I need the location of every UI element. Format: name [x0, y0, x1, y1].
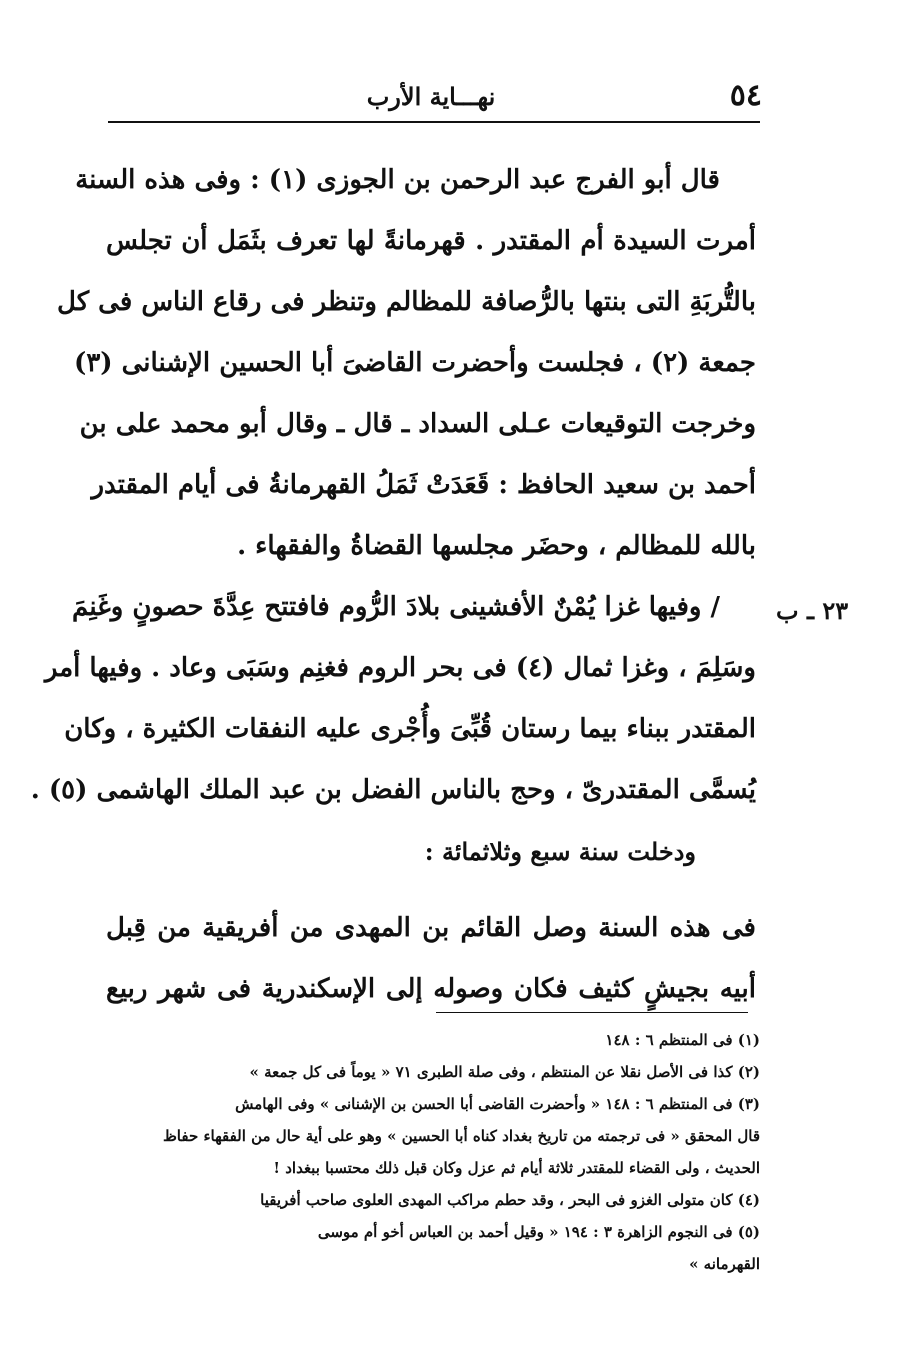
text-line: بالله للمظالم ، وحضَر مجلسها القضاةُ والفقهاء . — [237, 531, 756, 561]
text-line: أحمد بن سعيد الحافظ : قَعَدَتْ ثَمَلُ القهرمانةُ فى أيام المقتدر — [91, 470, 756, 500]
text-line: قال أبو الفرج عبد الرحمن بن الجوزى (١) : وفى هذه السنة — [75, 165, 720, 195]
page-header — [100, 78, 762, 124]
footnote-2: (٢) كذا فى الأصل نقلا عن المنتظم ، وفى صلة الطبرى ٧١ « يوماً فى كل جمعة » — [249, 1063, 760, 1081]
text-line: يُسمَّى المقتدرىّ ، وحج بالناس الفضل بن عبد الملك الهاشمى (٥) . — [30, 775, 756, 805]
text-line: وخرجت التوقيعات عـلى السداد ـ قال ـ وقال أبو محمد على بن — [79, 409, 756, 439]
text-line: / وفيها غزا يُمْنٌ الأفشينى بلادَ الرُّوم فافتتح عِدَّةَ حصونٍ وغَنِمَ — [72, 592, 720, 622]
text-line: جمعة (٢) ، فجلست وأحضرت القاضىَ أبا الحسين الإشنانى (٣) — [74, 348, 756, 378]
footnote-5-cont: القهرمانه » — [689, 1255, 760, 1273]
margin-folio-note: ٢٣ ـ ب — [776, 596, 849, 625]
footnote-4: (٤) كان متولى الغزو فى البحر ، وقد حطم مراكب المهدى العلوى صاحب أفريقيا — [260, 1191, 760, 1209]
header-divider — [108, 121, 760, 123]
main-text — [30, 150, 756, 1020]
footnote-3-cont: قال المحقق « فى ترجمته من تاريخ بغداد كناه أبا الحسين » وهو على أية حال من الفقهاء حفاظ — [162, 1127, 760, 1145]
footnote-5: (٥) فى النجوم الزاهرة ٣ : ١٩٤ « وقيل أحمد بن العباس أخو أم موسى — [317, 1223, 760, 1241]
footnote-1: (١) فى المنتظم ٦ : ١٤٨ — [605, 1031, 760, 1049]
text-line: المقتدر ببناء بيما رستان قُبِّىَ وأُجْرى عليه النفقات الكثيرة ، وكان — [64, 714, 756, 744]
text-line: وسَلِمَ ، وغزا ثمال (٤) فى بحر الروم فغنِم وسَبَى وعاد . وفيها أمر — [44, 653, 756, 683]
text-line: بالتُّربَةِ التى بنتها بالرُّصافة للمظالم وتنظر فى رقاع الناس فى كل — [57, 287, 756, 317]
paragraph-gap — [106, 882, 756, 898]
footnote-3: (٣) فى المنتظم ٦ : ١٤٨ « وأحضرت القاضى أبا الحسن بن الإشنانى » وفى الهامش — [235, 1095, 760, 1113]
footnote-divider — [436, 1012, 748, 1013]
page-number: ٥٤ — [729, 78, 762, 113]
text-line: أبيه بجيشٍ كثيف فكان وصوله إلى الإسكندرية فى شهر ربيع — [106, 974, 756, 1004]
footnotes — [100, 1024, 760, 1280]
footnote-3-cont: الحديث ، ولى القضاء للمقتدر ثلاثة أيام ثم عزل وكان قبل ذلك محتسبا ببغداد ! — [273, 1159, 760, 1177]
text-line: أمرت السيدة أم المقتدر . قهرمانةً لها تعرف بثَمَل أن تجلس — [106, 226, 756, 256]
running-title: نهـــاية الأرب — [366, 82, 496, 111]
section-heading: ودخلت سنة سبع وثلاثمائة : — [424, 837, 696, 866]
text-line: فى هذه السنة وصل القائم بن المهدى من أفريقية من قِبل — [106, 913, 756, 943]
